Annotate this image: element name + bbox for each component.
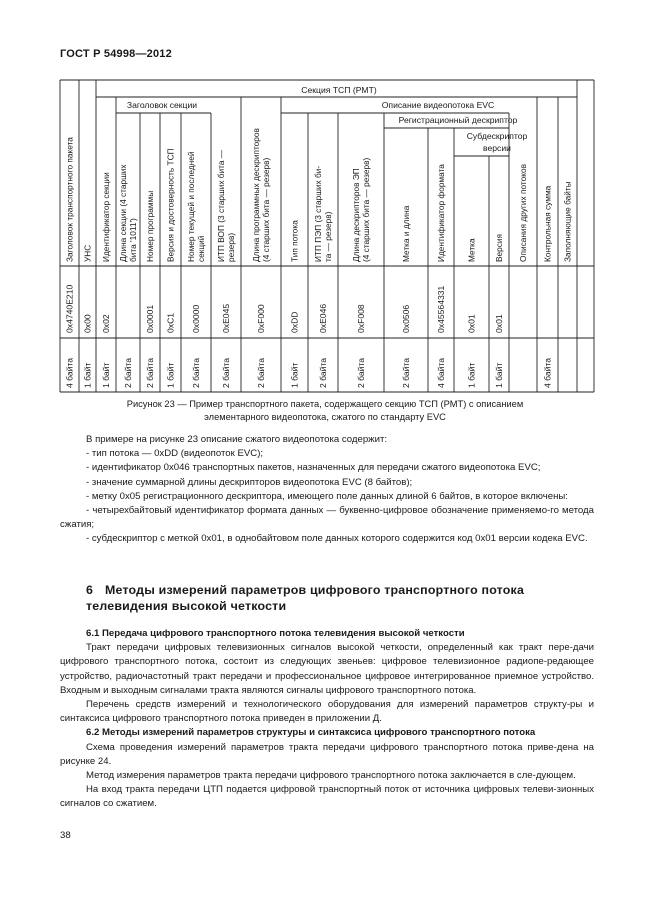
- column-header: Номер программы: [145, 190, 155, 262]
- cell-value: 0xE046: [318, 303, 328, 333]
- subsection-heading-6-1: 6.1 Передача цифрового транспортного потока телевидения высокой четкости: [86, 628, 465, 639]
- cell-value: 0x45564331: [436, 285, 446, 333]
- paragraph: На вход тракта передачи ЦТП подается цифровой транспортный поток от источника цифровых телеви-зионных сигналов со сжатием.: [60, 784, 594, 810]
- figure-caption: [60, 398, 590, 423]
- caption-line-2: элементарного видеопотока, сжатого по стандарту EVC: [204, 411, 446, 422]
- table-evc-group: Описание видеопотока EVC: [381, 100, 495, 110]
- column-header: Длина секции (4 старшихбита '1011'): [118, 164, 138, 262]
- cell-size: 2 байта: [256, 357, 266, 388]
- paragraph: Метод измерения параметров тракта передачи цифрового транспортного потока заключается в сле-дующем.: [86, 770, 576, 782]
- cell-size: 4 байта: [64, 357, 75, 388]
- cell-value: 0xC1: [165, 312, 176, 333]
- column-header: Версия: [494, 233, 504, 262]
- column-header: Описания других потоков: [518, 164, 528, 262]
- subsection-heading-6-2: 6.2 Методы измерений параметров структуры и синтаксиса цифрового транспортного потока: [86, 727, 536, 739]
- column-header: УНС: [82, 244, 93, 262]
- cell-size: 1 байт: [165, 362, 176, 388]
- cell-value: 0xDD: [289, 311, 300, 333]
- cell-size: 4 байта: [542, 357, 553, 388]
- cell-size: 1 байт: [82, 362, 93, 388]
- column-header: Метка и длина: [401, 205, 411, 262]
- section-6-heading: [86, 582, 596, 614]
- column-header: Заголовок транспортного пакета: [64, 137, 75, 262]
- column-header: Длина дескрипторов ЭП(4 старших бита — резерв): [351, 157, 371, 262]
- cell-size: 2 байта: [318, 357, 328, 388]
- column-header: Тип потока: [289, 220, 300, 262]
- cell-size: 2 байта: [221, 357, 231, 388]
- table-sub-descriptor-line2: версии: [483, 143, 511, 153]
- table-top-header: Секция ТСП (PMT): [301, 85, 377, 95]
- cell-size: 4 байта: [436, 357, 446, 388]
- cell-size: 2 байта: [401, 357, 411, 388]
- table-sub-descriptor-line1: Субдескриптор: [466, 131, 528, 141]
- cell-size: 2 байта: [191, 357, 201, 388]
- list-item: - идентификатор 0x046 транспортных пакетов, назначенных для передачи сжатого видеопотока EVC;: [86, 462, 541, 474]
- cell-value: 0x4740E210: [64, 284, 75, 333]
- document-header: ГОСТ Р 54998—2012: [60, 48, 172, 60]
- table-reg-descriptor-group: Регистрационный дескриптор: [398, 115, 518, 125]
- column-header: Длина программных дескрипторов(4 старших бита — резерв): [251, 128, 271, 262]
- cell-value: 0x02: [101, 314, 111, 333]
- table-section-header-group: Заголовок секции: [126, 100, 198, 110]
- cell-size: 1 байт: [289, 362, 300, 388]
- page-number: 38: [60, 830, 71, 841]
- paragraph: Схема проведения измерений параметров тракта передачи цифрового транспортного потока приве-дена на рисунке 24.: [60, 741, 594, 767]
- column-header: Версия и достоверность ТСП: [165, 148, 176, 262]
- cell-size: 2 байта: [145, 357, 155, 388]
- cell-size: 1 байт: [494, 362, 504, 388]
- column-header: ИТП ВОП (3 старших бита —резерв): [216, 149, 236, 262]
- list-item: - метку 0x05 регистрационного дескриптора, имеющего поле данных длиной 6 байтов, в которое включены:: [86, 490, 568, 502]
- column-header: Контрольная сумма: [542, 185, 553, 262]
- list-item: - четырехбайтовый идентификатор формата данных — буквенно-цифровое обозначение применяемо-го метода сжатия;: [60, 505, 594, 531]
- cell-size: 2 байта: [356, 357, 366, 388]
- cell-size: 1 байт: [466, 362, 477, 388]
- paragraph: Перечень средств измерений и технологического оборудования для измерений параметров структу-ры и синтаксиса цифрового транспортного потока приведен в приложении Д.: [60, 699, 594, 725]
- cell-value: 0xF008: [356, 304, 366, 333]
- cell-value: 0x0506: [401, 304, 411, 333]
- section-number: 6: [86, 583, 94, 597]
- list-item: - значение суммарной длины дескрипторов видеопотока EVC (8 байтов);: [86, 476, 413, 488]
- paragraph: В примере на рисунке 23 описание сжатого видеопотока содержит:: [86, 434, 387, 445]
- cell-value: 0x00: [82, 314, 93, 333]
- cell-value: 0x0001: [145, 304, 155, 333]
- cell-size: 1 байт: [101, 362, 111, 388]
- column-header: Идентификатор секции: [101, 172, 111, 262]
- column-header: ИТП ПЭП (3 старших би-та — резерв): [313, 165, 333, 262]
- column-header: Заполняющие байты: [562, 181, 573, 262]
- section-title: Методы измерений параметров цифрового транспортного потока телевидения высокой четкости: [86, 583, 525, 613]
- caption-line-1: Рисунок 23 — Пример транспортного пакета, содержащего секцию ТСП (PMT) с описанием: [126, 399, 524, 409]
- cell-size: 2 байта: [123, 357, 133, 388]
- cell-value: 0xF000: [256, 304, 266, 333]
- cell-value: 0xE045: [221, 303, 231, 333]
- column-header: Метка: [466, 238, 477, 262]
- list-item: - тип потока — 0xDD (видеопоток EVC);: [86, 448, 264, 460]
- list-item: - субдескриптор с меткой 0x01, в однобайтовом поле данных которого содержится код 0x01 версии кодека EVC.: [86, 533, 588, 545]
- column-header: Номер текущей и последнейсекций: [186, 151, 206, 262]
- column-header: Идентификатор формата: [436, 164, 446, 262]
- packet-structure-table: [0, 0, 646, 400]
- cell-value: 0x01: [466, 314, 477, 333]
- cell-value: 0x01: [494, 314, 504, 333]
- cell-value: 0x0000: [191, 304, 201, 333]
- paragraph: Тракт передачи цифровых телевизионных сигналов высокой четкости, определенный как тракт пере-дачи цифрового транспортного потока, состоит из следующих звеньев: цифровое телевизионное радиопе-редающее устройство, радиочастотный тракт передачи и профессиональное цифровое интегрированное приемное устройство. Входным и выходным сигналами тракта являются сигналы цифрового транспортного потока.: [60, 642, 594, 696]
- evc-description-paragraphs: [60, 433, 594, 547]
- section-6-body: [60, 627, 594, 812]
